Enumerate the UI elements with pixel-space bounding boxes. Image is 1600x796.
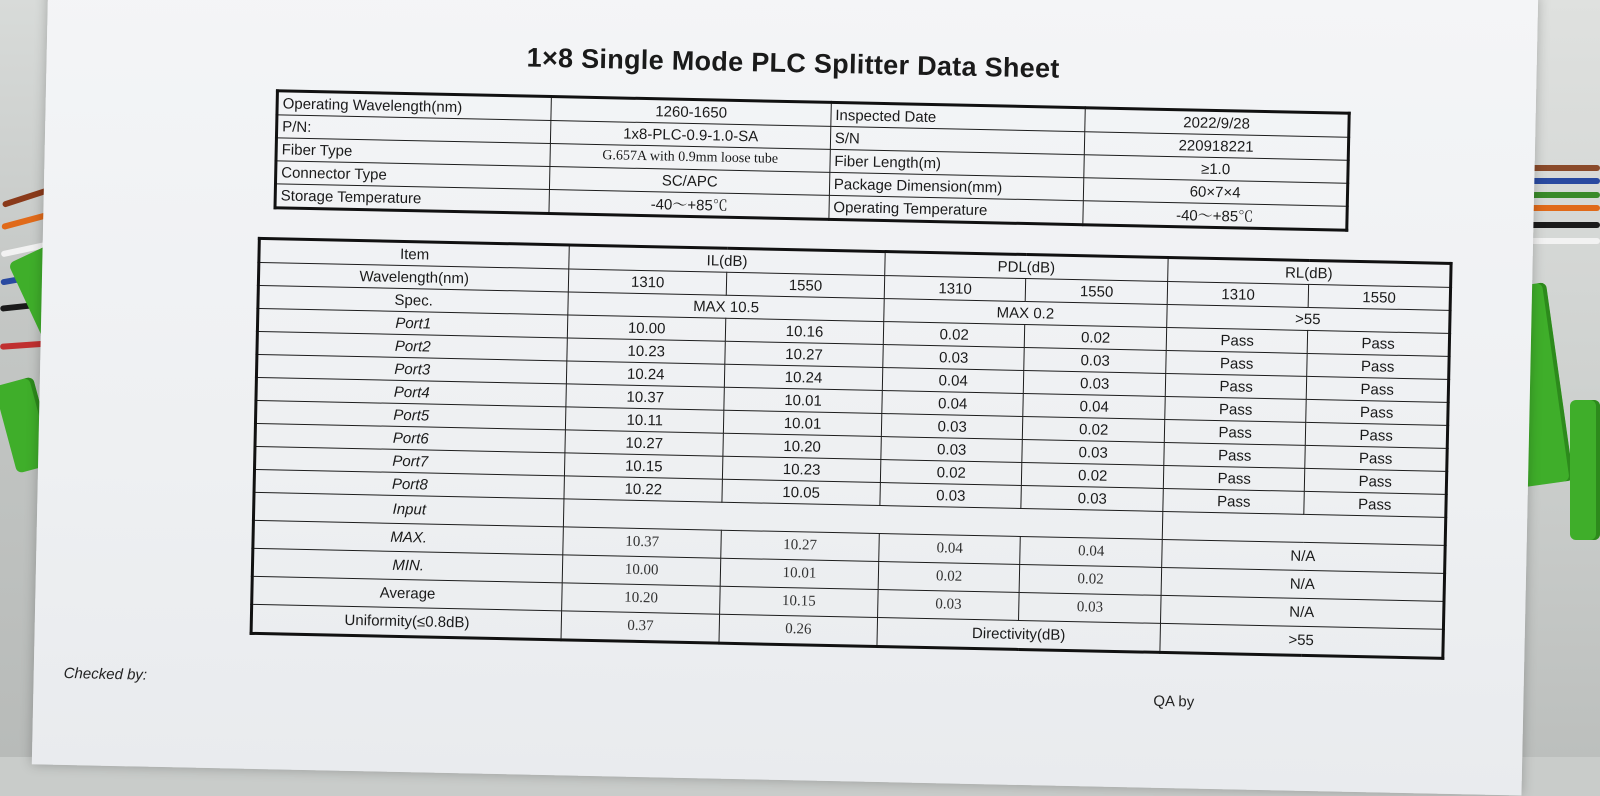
il-1550-cell: 10.01 — [723, 410, 881, 436]
il-1550-cell: 0.26 — [719, 614, 877, 646]
pdl-1310-cell: 0.03 — [883, 345, 1025, 371]
rl-1550-cell: Pass — [1308, 330, 1450, 356]
info-value: -40～+85℃ — [1083, 201, 1347, 231]
info-value: SC/APC — [550, 167, 830, 196]
wavelength-cell: 1550 — [1026, 279, 1168, 305]
rl-1310-cell: Pass — [1164, 442, 1306, 468]
spec-cell: MAX 10.5 — [568, 292, 884, 322]
pdl-1310-cell: 0.02 — [878, 562, 1020, 593]
wavelength-cell: 1550 — [1309, 284, 1451, 310]
il-1310-cell: 10.11 — [566, 407, 724, 433]
port-label: Port3 — [256, 354, 567, 383]
qa-by-label: QA by — [1153, 692, 1195, 711]
wavelength-cell: 1310 — [569, 269, 727, 295]
pdl-1550-cell: 0.03 — [1022, 439, 1164, 465]
port-label: Port5 — [255, 400, 566, 429]
info-label: Inspected Date — [831, 102, 1086, 131]
info-label: Fiber Length(m) — [830, 149, 1085, 177]
pdl-1550-cell: 0.04 — [1020, 536, 1162, 567]
il-1550-cell: 10.24 — [724, 364, 882, 390]
pdl-1550-cell: 0.02 — [1020, 564, 1162, 595]
pdl-1310-cell: 0.02 — [883, 322, 1025, 348]
rl-1550-cell: Pass — [1306, 422, 1448, 448]
row-label: Spec. — [258, 285, 569, 314]
info-value: -40～+85℃ — [549, 190, 829, 220]
pdl-1550-cell: 0.02 — [1025, 325, 1167, 351]
port-label: Port8 — [254, 469, 565, 498]
rl-1550-cell: Pass — [1305, 468, 1447, 494]
pdl-1550-cell: 0.04 — [1023, 394, 1165, 420]
spec-cell: MAX 0.2 — [884, 299, 1167, 328]
wavelength-cell: 1550 — [726, 272, 884, 298]
info-label: P/N: — [276, 115, 551, 144]
rl-cell: N/A — [1162, 539, 1446, 573]
rl-1550-cell: Pass — [1304, 491, 1446, 517]
directivity-label: Directivity(dB) — [877, 617, 1161, 652]
column-header-item: Item — [259, 238, 570, 268]
il-1310-cell: 0.37 — [561, 611, 719, 643]
wavelength-cell: 1310 — [884, 276, 1026, 302]
sc-apc-connector — [1570, 400, 1600, 540]
il-1310-cell: 10.15 — [565, 453, 723, 479]
pdl-1310-cell: 0.04 — [879, 534, 1021, 565]
rl-1310-cell: Pass — [1165, 373, 1307, 399]
column-header-il: IL(dB) — [569, 245, 885, 276]
il-1550-cell: 10.20 — [723, 433, 881, 459]
row-label: Wavelength(nm) — [258, 262, 569, 291]
port-label: Port4 — [256, 377, 567, 406]
spec-cell: >55 — [1167, 304, 1450, 333]
il-1310-cell: 10.24 — [567, 361, 725, 387]
info-value: ≥1.0 — [1084, 155, 1348, 184]
rl-1550-cell: Pass — [1306, 399, 1448, 425]
info-label: Storage Temperature — [275, 184, 550, 214]
info-label: Connector Type — [275, 161, 550, 190]
il-1310-cell: 10.37 — [566, 384, 724, 410]
row-label: Average — [252, 576, 563, 610]
row-label: Uniformity(≤0.8dB) — [251, 604, 562, 639]
rl-1550-cell: Pass — [1307, 353, 1449, 379]
test-results-table — [250, 237, 1453, 660]
row-label: MAX. — [253, 520, 564, 554]
rl-1310-cell: Pass — [1163, 465, 1305, 491]
il-1550-cell: 10.15 — [720, 586, 878, 617]
il-1550-cell: 10.27 — [721, 530, 879, 561]
pdl-1310-cell: 0.02 — [880, 460, 1022, 486]
info-value: 1260-1650 — [551, 97, 831, 127]
directivity-value: >55 — [1160, 623, 1444, 658]
il-1310-cell: 10.23 — [567, 338, 725, 364]
il-1550-cell: 10.05 — [722, 479, 880, 505]
row-label: Input — [253, 492, 564, 526]
pdl-1550-cell: 0.02 — [1023, 416, 1165, 442]
port-label: Port6 — [255, 423, 566, 452]
info-label: S/N — [830, 126, 1085, 154]
il-1310-cell: 10.20 — [562, 583, 720, 614]
pdl-1310-cell: 0.03 — [881, 414, 1023, 440]
il-1310-cell: 10.37 — [563, 527, 721, 558]
pdl-1310-cell: 0.03 — [880, 483, 1022, 509]
port-label: Port2 — [257, 331, 568, 360]
il-1550-cell: 10.27 — [725, 341, 883, 367]
rl-1310-cell: Pass — [1166, 327, 1308, 353]
info-label: Fiber Type — [276, 138, 551, 167]
page-title: 1×8 Single Mode PLC Splitter Data Sheet — [526, 42, 1060, 84]
il-1550-cell: 10.16 — [725, 318, 883, 344]
pdl-1550-cell: 0.03 — [1019, 592, 1161, 623]
il-1550-cell: 10.01 — [720, 558, 878, 589]
pdl-1310-cell: 0.03 — [877, 589, 1019, 620]
rl-1310-cell: Pass — [1166, 350, 1308, 376]
info-table — [273, 89, 1350, 231]
pdl-1310-cell: 0.04 — [882, 368, 1024, 394]
info-label: Operating Temperature — [829, 195, 1084, 224]
pdl-1550-cell: 0.03 — [1021, 485, 1163, 511]
info-label: Package Dimension(mm) — [829, 172, 1084, 200]
pdl-1310-cell: 0.04 — [882, 391, 1024, 417]
rl-cell: N/A — [1160, 595, 1444, 629]
rl-1310-cell: Pass — [1163, 488, 1305, 514]
rl-1550-cell: Pass — [1307, 376, 1449, 402]
data-sheet-paper — [32, 0, 1538, 796]
info-value: 60×7×4 — [1084, 178, 1348, 207]
il-1550-cell: 10.23 — [722, 456, 880, 482]
il-1310-cell: 10.00 — [562, 555, 720, 586]
pdl-1310-cell: 0.03 — [881, 437, 1023, 463]
rl-1310-cell: Pass — [1165, 396, 1307, 422]
checked-by-label: Checked by: — [63, 664, 148, 684]
info-label: Operating Wavelength(nm) — [277, 91, 552, 121]
il-1310-cell: 10.00 — [568, 315, 726, 341]
info-value: 2022/9/28 — [1085, 108, 1349, 138]
pdl-1550-cell: 0.03 — [1024, 371, 1166, 397]
info-value: 220918221 — [1084, 132, 1348, 161]
column-header-pdl: PDL(dB) — [885, 252, 1168, 282]
il-1310-cell: 10.22 — [564, 476, 722, 502]
row-label: MIN. — [252, 548, 563, 582]
rl-cell: N/A — [1161, 567, 1445, 601]
pdl-1550-cell: 0.02 — [1022, 462, 1164, 488]
il-1550-cell: 10.01 — [724, 387, 882, 413]
port-label: Port1 — [257, 308, 568, 337]
info-value: G.657A with 0.9mm loose tube — [550, 144, 830, 173]
info-value: 1x8-PLC-0.9-1.0-SA — [551, 121, 831, 150]
column-header-rl: RL(dB) — [1168, 257, 1451, 287]
port-label: Port7 — [255, 446, 566, 475]
pdl-1550-cell: 0.03 — [1024, 348, 1166, 374]
rl-1550-cell: Pass — [1305, 445, 1447, 471]
rl-1310-cell: Pass — [1164, 419, 1306, 445]
il-1310-cell: 10.27 — [565, 430, 723, 456]
wavelength-cell: 1310 — [1167, 281, 1309, 307]
